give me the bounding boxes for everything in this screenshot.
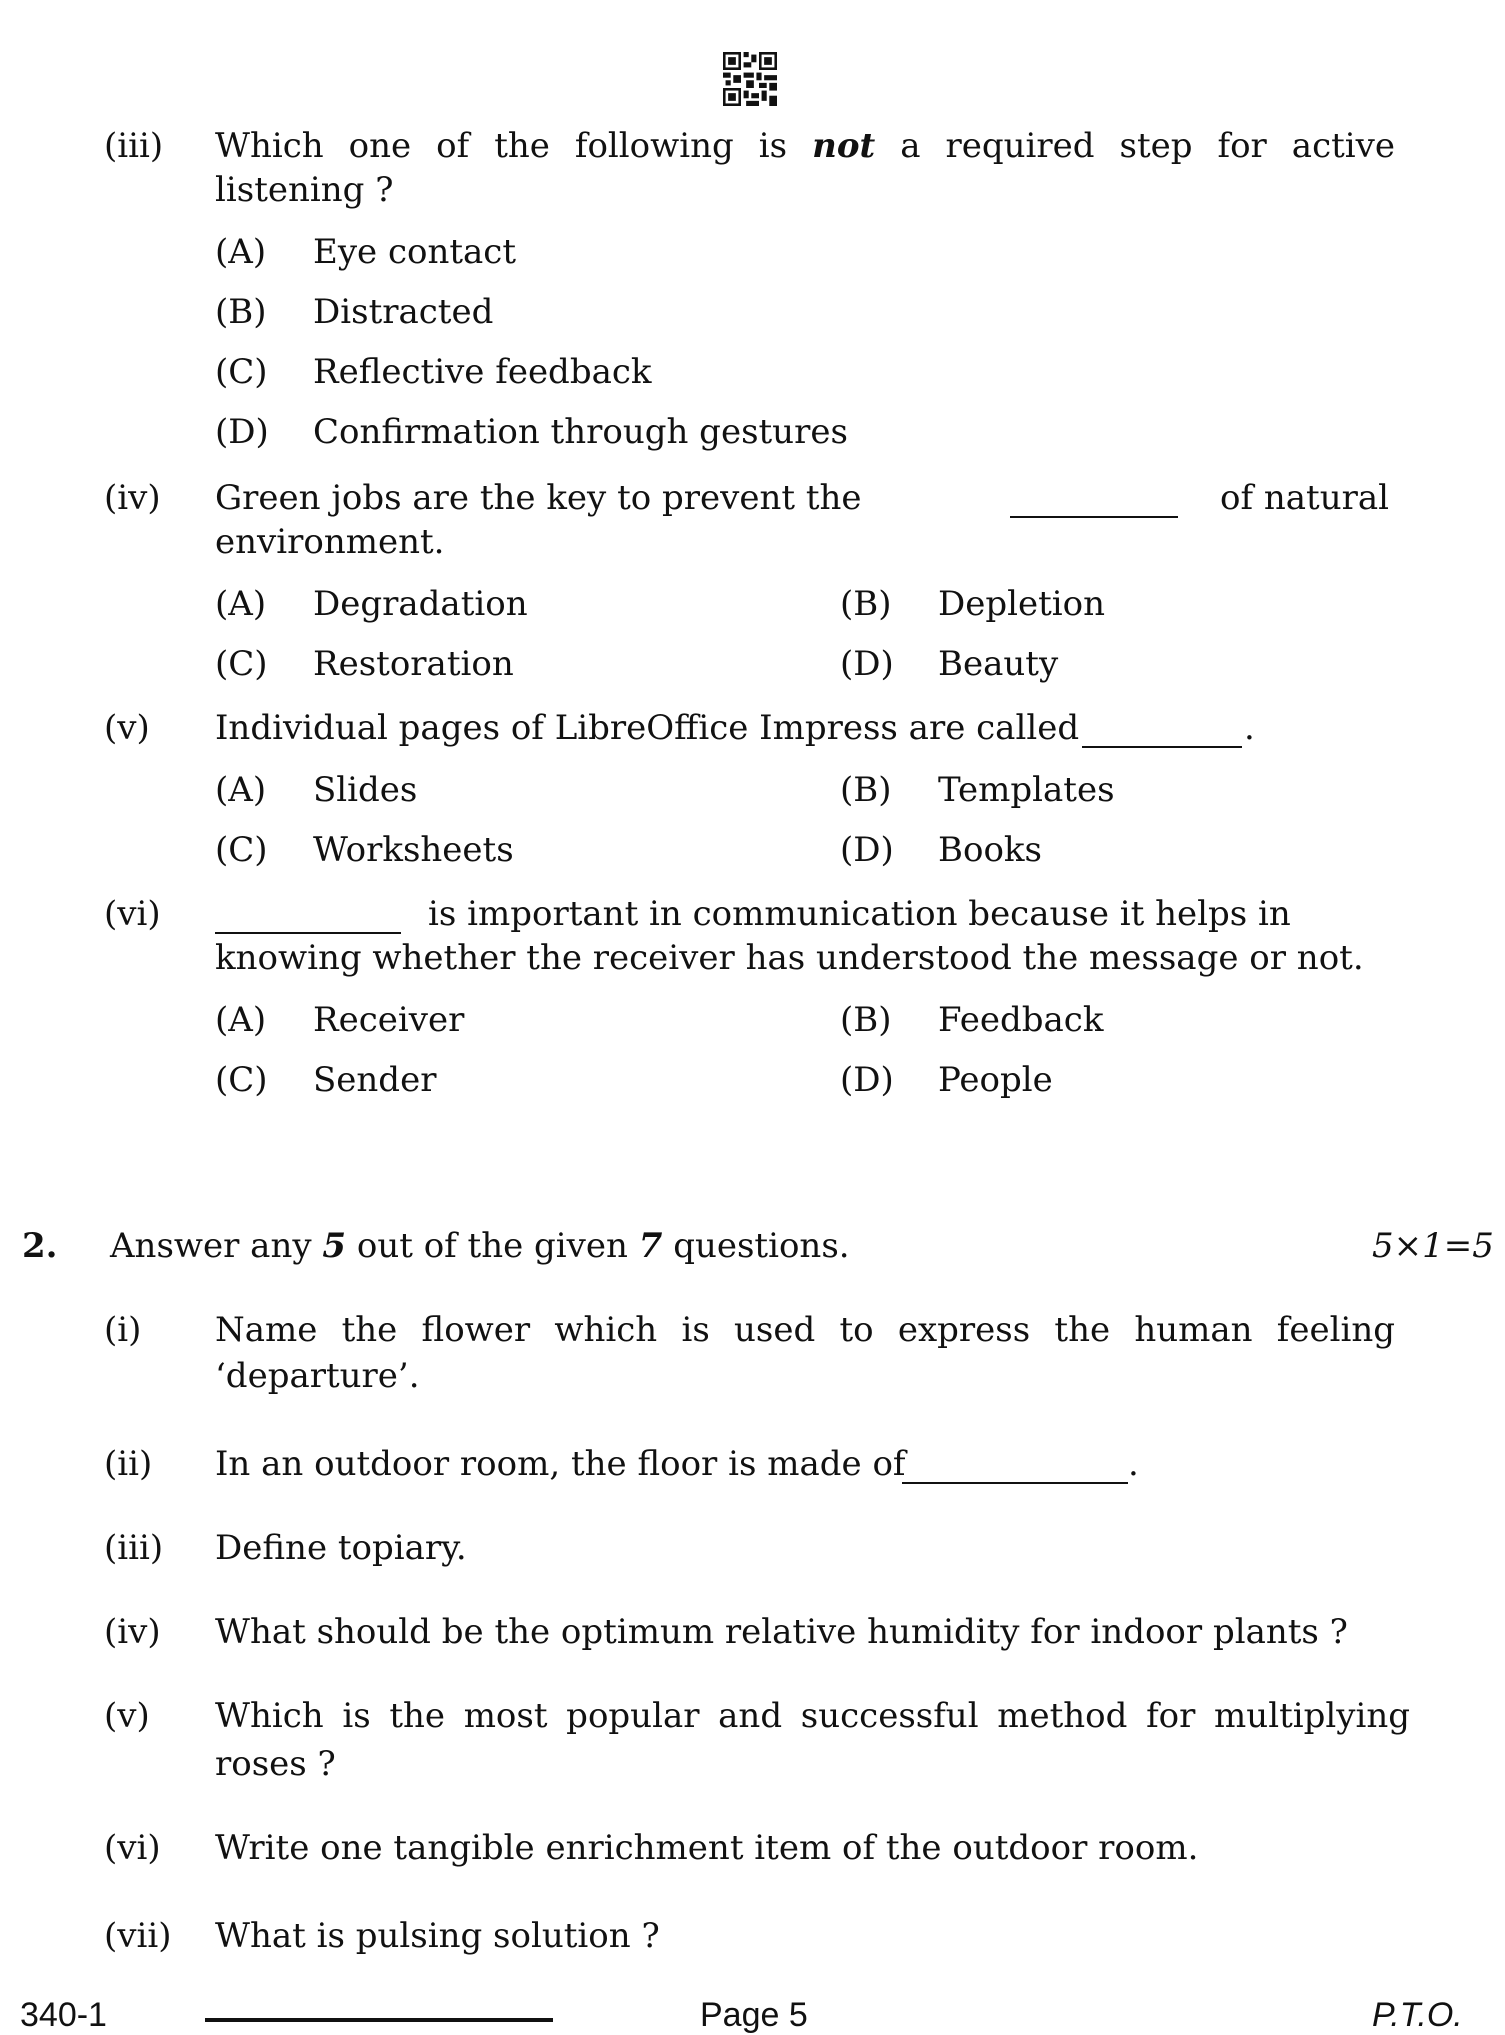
option-text: Templates xyxy=(938,770,1115,810)
option-label: (D) xyxy=(840,1060,894,1100)
question-number: (iv) xyxy=(104,1612,161,1652)
option-label: (C) xyxy=(215,352,268,392)
question-text-cont: ‘departure’. xyxy=(215,1356,420,1396)
question-text: In an outdoor room, the floor is made of xyxy=(215,1444,906,1484)
question-text: Name the flower which is used to express the human feeling xyxy=(215,1310,1395,1350)
option-label: (A) xyxy=(215,584,267,624)
option-text: Slides xyxy=(313,770,418,810)
question-number: (iii) xyxy=(104,1528,164,1568)
option-label: (D) xyxy=(215,412,269,452)
question-text: Which one of the following is not a required step for active xyxy=(215,126,1395,166)
option-text: Feedback xyxy=(938,1000,1104,1040)
qr-code-icon xyxy=(722,52,778,106)
option-text: Distracted xyxy=(313,292,494,332)
option-label: (B) xyxy=(840,584,892,624)
option-label: (C) xyxy=(215,1060,268,1100)
question-text: Define topiary. xyxy=(215,1528,467,1568)
paper-code: 340-1 xyxy=(20,1996,107,2034)
fill-blank xyxy=(902,1452,1128,1484)
question-instruction: Answer any 5 out of the given 7 questions. xyxy=(110,1226,850,1266)
question-text: of natural xyxy=(1220,478,1389,518)
footer-rule xyxy=(205,2018,553,2022)
option-label: (A) xyxy=(215,770,267,810)
option-text: Receiver xyxy=(313,1000,465,1040)
question-number: 2. xyxy=(22,1226,58,1266)
question-number: (vii) xyxy=(104,1916,172,1956)
option-text: Depletion xyxy=(938,584,1106,624)
fill-blank xyxy=(215,902,401,934)
question-text: . xyxy=(1244,708,1255,748)
option-text: Beauty xyxy=(938,644,1059,684)
option-text: Books xyxy=(938,830,1042,870)
option-label: (B) xyxy=(840,1000,892,1040)
option-text: Confirmation through gestures xyxy=(313,412,848,452)
question-text: . xyxy=(1128,1444,1139,1484)
question-text-cont: environment. xyxy=(215,522,445,562)
question-text: Which is the most popular and successful method for multiplying xyxy=(215,1696,1410,1736)
option-label: (B) xyxy=(840,770,892,810)
question-text: Individual pages of LibreOffice Impress are called xyxy=(215,708,1080,748)
option-label: (B) xyxy=(215,292,267,332)
question-text-cont: knowing whether the receiver has understood the message or not. xyxy=(215,938,1364,978)
fill-blank xyxy=(1082,716,1242,748)
option-label: (A) xyxy=(215,232,267,272)
question-number: (ii) xyxy=(104,1444,153,1484)
question-text-cont: roses ? xyxy=(215,1744,336,1784)
option-text: Sender xyxy=(313,1060,437,1100)
option-label: (D) xyxy=(840,830,894,870)
question-number: (iv) xyxy=(104,478,161,518)
question-text: Green jobs are the key to prevent the xyxy=(215,478,862,518)
question-text: What should be the optimum relative humidity for indoor plants ? xyxy=(215,1612,1348,1652)
question-number: (v) xyxy=(104,708,150,748)
option-text: People xyxy=(938,1060,1053,1100)
question-number: (v) xyxy=(104,1696,150,1736)
option-label: (C) xyxy=(215,830,268,870)
question-number: (vi) xyxy=(104,894,161,934)
option-label: (C) xyxy=(215,644,268,684)
question-number: (i) xyxy=(104,1310,142,1350)
question-text: Write one tangible enrichment item of the outdoor room. xyxy=(215,1828,1199,1868)
question-text-cont: listening ? xyxy=(215,170,394,210)
question-number: (iii) xyxy=(104,126,164,166)
option-text: Worksheets xyxy=(313,830,514,870)
question-text: is important in communication because it helps in xyxy=(428,894,1291,934)
fill-blank xyxy=(1010,486,1178,518)
option-text: Degradation xyxy=(313,584,528,624)
pto-label: P.T.O. xyxy=(1372,1996,1463,2034)
option-label: (A) xyxy=(215,1000,267,1040)
question-number: (vi) xyxy=(104,1828,161,1868)
option-text: Eye contact xyxy=(313,232,517,272)
question-text: What is pulsing solution ? xyxy=(215,1916,660,1956)
page-number: Page 5 xyxy=(700,1996,808,2034)
option-text: Restoration xyxy=(313,644,514,684)
marks: 5×1=5 xyxy=(1372,1226,1494,1266)
emphasis: not xyxy=(812,126,876,166)
option-label: (D) xyxy=(840,644,894,684)
option-text: Reflective feedback xyxy=(313,352,652,392)
